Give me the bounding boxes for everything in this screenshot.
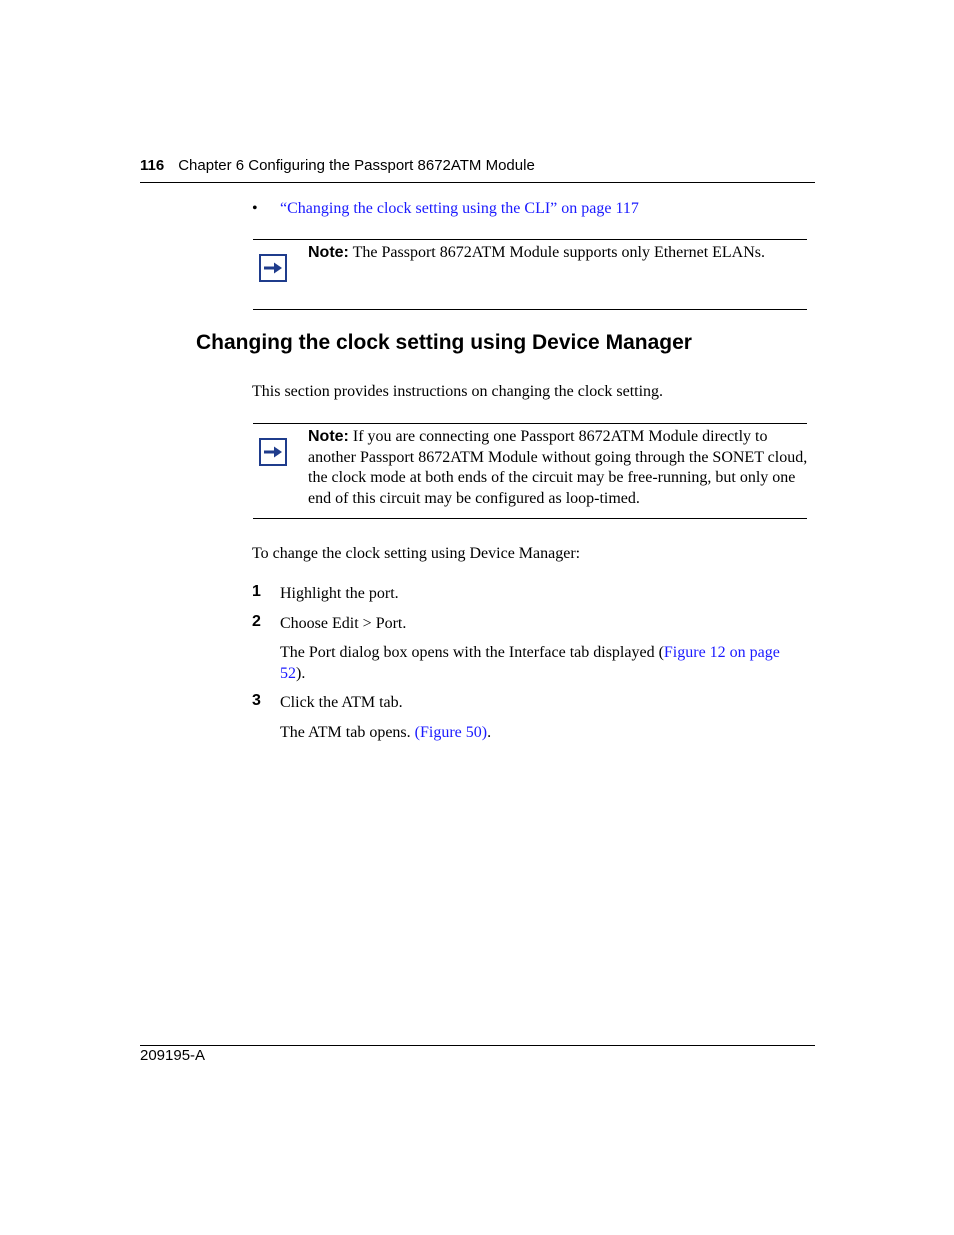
step-result <box>280 722 790 743</box>
note1-label: Note: <box>308 244 349 261</box>
step-number: 3 <box>252 692 261 709</box>
step-text: Highlight the port. <box>280 585 399 602</box>
note2-bottom-rule <box>253 518 807 519</box>
running-header <box>140 157 535 174</box>
note2-text: If you are connecting one Passport 8672ATM Module directly to another Passport 8672ATM Module without going through the SONET cloud, the clock mode at both ends of the circuit may be free-running, but only one end of this circuit may be configured as loop-timed. <box>308 428 808 507</box>
figure-12-link[interactable]: Figure 12 on page 52 <box>280 644 780 682</box>
arrow-right-icon <box>259 438 287 466</box>
arrow-right-icon <box>259 254 287 282</box>
note2-label: Note: <box>308 428 349 445</box>
note2 <box>308 427 808 509</box>
bullet-item <box>252 200 639 218</box>
step-text: Click the ATM tab. <box>280 694 403 711</box>
note1-top-rule <box>253 239 807 240</box>
bullet-glyph: • <box>252 200 258 217</box>
section-intro: This section provides instructions on changing the clock setting. <box>252 383 664 400</box>
note1 <box>308 243 808 264</box>
step-number: 1 <box>252 583 261 600</box>
chapter-title: Chapter 6 Configuring the Passport 8672ATM Module <box>178 157 535 174</box>
step-result-text: . <box>487 724 492 741</box>
step-result <box>280 642 790 684</box>
figure-50-link[interactable]: (Figure 50) <box>414 724 488 741</box>
procedure-lead: To change the clock setting using Device Manager: <box>252 545 581 562</box>
step-number: 2 <box>252 613 261 630</box>
step-result-text: ). <box>296 665 306 682</box>
step-text: Choose Edit > Port. <box>280 615 407 632</box>
section-heading: Changing the clock setting using Device Manager <box>196 331 692 354</box>
document-number: 209195-A <box>140 1047 206 1064</box>
note2-top-rule <box>253 423 807 424</box>
step-result-text: The ATM tab opens. <box>280 724 415 741</box>
step-result-text: The Port dialog box opens with the Interface tab displayed ( <box>280 644 664 661</box>
footer-rule <box>140 1045 815 1046</box>
page-number: 116 <box>140 157 165 174</box>
note1-bottom-rule <box>253 309 807 310</box>
header-rule <box>140 182 815 183</box>
note1-text: The Passport 8672ATM Module supports only Ethernet ELANs. <box>352 244 766 261</box>
cli-clock-link[interactable]: “Changing the clock setting using the CLI” on page 117 <box>280 200 639 217</box>
